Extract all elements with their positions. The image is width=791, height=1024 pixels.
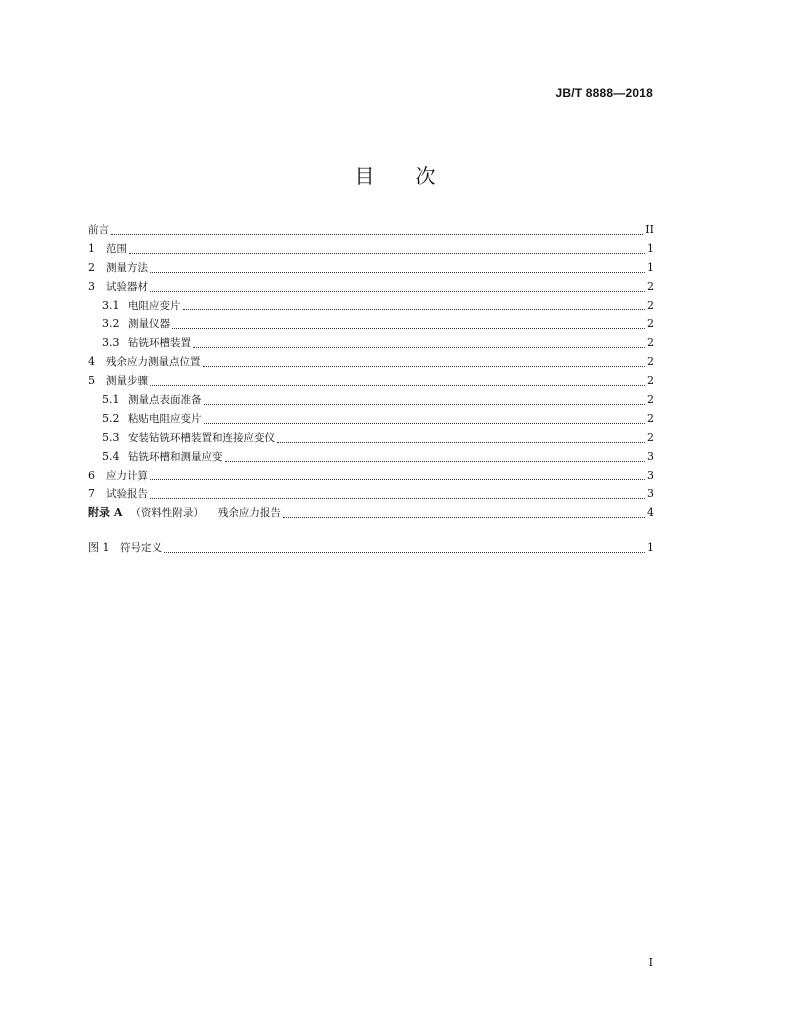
toc-entry-label: 测量仪器 <box>128 318 170 331</box>
toc-entry-label: 测量点表面准备 <box>128 394 202 407</box>
toc-entry-number: 6 <box>88 468 95 482</box>
toc-annex-note: （资料性附录） <box>130 507 204 520</box>
toc-entry-number: 3.1 <box>102 298 120 312</box>
toc-entry-number: 5.4 <box>102 449 120 463</box>
toc-entry-label: 电阻应变片 <box>128 299 181 312</box>
toc-entry[interactable] <box>88 485 654 504</box>
toc-entry[interactable] <box>88 278 654 297</box>
dot-leader <box>150 384 645 386</box>
title-part-2: 次 <box>415 164 437 188</box>
toc-subentry[interactable] <box>88 448 654 467</box>
toc-subentry[interactable] <box>88 315 654 334</box>
dot-leader <box>277 441 645 443</box>
dot-leader <box>111 233 643 235</box>
toc-entry-page: 2 <box>647 355 654 369</box>
toc-entry-label: 钻铣环槽和测量应变 <box>128 450 223 463</box>
dot-leader <box>225 460 646 462</box>
toc-entry-number: 4 <box>88 355 95 369</box>
toc-entry-page: 3 <box>647 468 654 482</box>
toc-entry-label: 残余应力测量点位置 <box>106 356 201 369</box>
toc-entry-page: 1 <box>647 541 654 555</box>
toc-subentry[interactable] <box>88 391 654 410</box>
dot-leader <box>203 365 646 367</box>
toc-entry-label: 前言 <box>88 224 109 236</box>
toc-entry-page: 2 <box>647 411 654 425</box>
toc-entry-page: 2 <box>647 317 654 331</box>
toc-entry-number: 5.3 <box>102 430 120 444</box>
toc-entry-label: 测量步骤 <box>106 375 148 388</box>
toc-entry-label: 试验器材 <box>106 280 148 293</box>
dot-leader <box>150 271 645 273</box>
toc-entry[interactable] <box>88 372 654 391</box>
figure-list <box>88 539 654 558</box>
toc-subentry[interactable] <box>88 410 654 429</box>
toc-entry-page: II <box>645 223 654 236</box>
toc-entry-page: 2 <box>647 393 654 407</box>
toc-entry-page: 1 <box>647 241 654 255</box>
toc-entry-label: 符号定义 <box>120 542 162 555</box>
toc-entry-number: 2 <box>88 260 95 274</box>
toc-subentry[interactable] <box>88 334 654 353</box>
standard-code: JB/T 8888—2018 <box>555 86 653 100</box>
toc-entry[interactable] <box>88 467 654 486</box>
toc-entry-preface[interactable] <box>88 221 654 240</box>
toc-entry-label: 应力计算 <box>106 469 148 482</box>
toc-figure-number: 图 1 <box>88 541 110 555</box>
toc-entry-label: 粘贴电阻应变片 <box>128 412 202 425</box>
toc-entry-page: 1 <box>647 260 654 274</box>
toc-entry-label: 范围 <box>106 242 127 255</box>
toc-entry-number: 3 <box>88 279 95 293</box>
dot-leader <box>150 478 645 480</box>
toc-entry-number: 5 <box>88 374 95 388</box>
dot-leader <box>150 497 645 499</box>
toc-annex-number: 附录 A <box>88 506 123 520</box>
toc-entry-page: 2 <box>647 430 654 444</box>
toc-entry-annex[interactable] <box>88 504 654 523</box>
toc-entry-number: 3.2 <box>102 317 120 331</box>
toc-entry-page: 2 <box>647 279 654 293</box>
page-title <box>0 160 791 189</box>
toc-entry-number: 5.1 <box>102 393 120 407</box>
toc-entry-number: 3.3 <box>102 336 120 350</box>
dot-leader <box>164 551 645 553</box>
dot-leader <box>129 252 645 254</box>
dot-leader <box>193 346 645 348</box>
toc-entry[interactable] <box>88 259 654 278</box>
dot-leader <box>150 290 645 292</box>
toc-entry-page: 2 <box>647 374 654 388</box>
toc-entry-page: 2 <box>647 298 654 312</box>
toc-entry-label: 残余应力报告 <box>217 507 281 520</box>
toc-entry-label: 测量方法 <box>106 261 148 274</box>
toc-entry-page: 3 <box>647 449 654 463</box>
toc-entry-page: 3 <box>647 487 654 501</box>
title-part-1: 目 <box>354 164 376 188</box>
toc-entry-label: 钻铣环槽装置 <box>128 337 191 350</box>
toc-entry-number: 7 <box>88 487 95 501</box>
dot-leader <box>204 422 646 424</box>
dot-leader <box>183 308 646 310</box>
dot-leader <box>204 403 646 405</box>
toc-entry-page: 4 <box>647 506 654 520</box>
table-of-contents <box>88 221 654 558</box>
toc-entry[interactable] <box>88 353 654 372</box>
toc-subentry[interactable] <box>88 297 654 316</box>
toc-entry[interactable] <box>88 240 654 259</box>
toc-entry-number: 1 <box>88 241 95 255</box>
toc-entry-page: 2 <box>647 336 654 350</box>
toc-entry-label: 试验报告 <box>106 488 148 501</box>
dot-leader <box>283 516 645 518</box>
footer-page-number: I <box>648 956 653 969</box>
toc-entry-number: 5.2 <box>102 411 120 425</box>
toc-subentry[interactable] <box>88 429 654 448</box>
dot-leader <box>172 327 645 329</box>
toc-entry-label: 安装钻铣环槽装置和连接应变仪 <box>128 431 275 444</box>
toc-entry-figure[interactable] <box>88 539 654 558</box>
